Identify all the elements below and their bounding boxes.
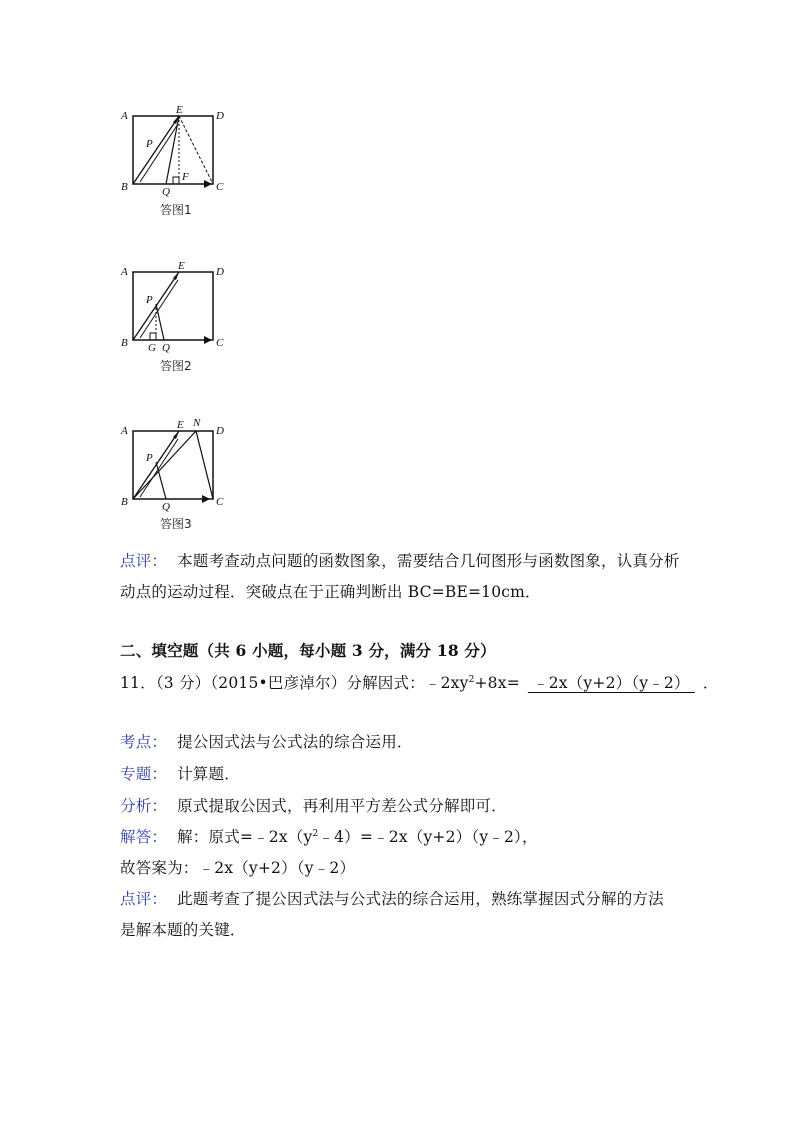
label-D: D (216, 266, 224, 278)
label-F: F (182, 171, 189, 183)
q11-end: ． (702, 674, 719, 692)
label-A: A (121, 425, 128, 437)
fenxi-row (120, 794, 507, 816)
review-1-label: 点评： (120, 552, 168, 570)
label-E: E (178, 260, 185, 272)
review-1-text-1: 本题考查动点问题的函数图象，需要结合几何图形与函数图象，认真分析 (177, 552, 680, 570)
label-E: E (177, 419, 184, 431)
label-Q: Q (162, 186, 170, 198)
jieda-row (120, 825, 538, 847)
zhuanti-text: 计算题． (177, 765, 240, 783)
review-2-text-2: 是解本题的关键． (120, 921, 246, 939)
q11-exponent: 2 (468, 675, 475, 685)
jieda-exponent: 2 (312, 829, 319, 839)
zhuanti-label: 专题： (120, 765, 168, 783)
section-title: 二、填空题（共 6 小题，每小题 3 分，满分 18 分） (120, 641, 496, 660)
review-1-line-1 (120, 549, 680, 571)
kaodian-label: 考点： (120, 733, 168, 751)
label-Q: Q (162, 501, 170, 513)
label-E: E (176, 104, 183, 116)
kaodian-row (120, 730, 413, 752)
review-2-text-1: 此题考查了提公因式法与公式法的综合运用，熟练掌握因式分解的方法 (177, 890, 664, 908)
label-D: D (216, 110, 224, 122)
figure-3-caption: 答图3 (160, 517, 192, 531)
q11-answer: ﹣2x（y+2）（y﹣2） (527, 674, 695, 692)
jieda-label: 解答： (120, 828, 168, 846)
review-2-line-1 (120, 887, 664, 909)
label-N: N (193, 417, 201, 429)
label-B: B (121, 496, 128, 508)
final-answer: 故答案为：﹣2x（y+2）（y﹣2） (120, 859, 356, 877)
label-C: C (216, 496, 224, 508)
label-P: P (146, 294, 153, 306)
label-C: C (216, 181, 224, 193)
question-11 (120, 671, 719, 693)
label-G: G (148, 342, 156, 354)
review-2-label: 点评： (120, 890, 168, 908)
figure-3-diagram (118, 414, 238, 519)
fenxi-text: 原式提取公因式，再利用平方差公式分解即可． (177, 797, 507, 815)
label-P: P (146, 452, 153, 464)
q11-prefix: 11．（3 分）（2015•巴彦淖尔）分解因式：﹣2xy (120, 674, 469, 692)
label-D: D (216, 425, 224, 437)
figure-1-diagram (118, 100, 238, 205)
kaodian-text: 提公因式法与公式法的综合运用． (177, 733, 413, 751)
label-B: B (121, 337, 128, 349)
figure-2 (118, 258, 238, 383)
q11-mid: +8x= (474, 674, 520, 692)
figure-2-caption: 答图2 (160, 359, 192, 373)
fenxi-label: 分析： (120, 797, 168, 815)
label-B: B (121, 181, 128, 193)
figure-1-caption: 答图1 (160, 203, 192, 217)
label-P: P (146, 138, 153, 150)
jieda-post: ﹣4）=﹣2x（y+2）（y﹣2）， (318, 828, 538, 846)
label-Q: Q (162, 342, 170, 354)
label-A: A (121, 110, 128, 122)
figure-1 (118, 100, 238, 225)
label-C: C (216, 337, 224, 349)
jieda-pre: 解：原式=﹣2x（y (177, 828, 313, 846)
zhuanti-row (120, 762, 240, 784)
label-A: A (121, 266, 128, 278)
review-1-text-2: 动点的运动过程．突破点在于正确判断出 BC=BE=10cm． (120, 583, 541, 601)
figure-2-diagram (118, 258, 238, 363)
figure-3 (118, 414, 238, 539)
